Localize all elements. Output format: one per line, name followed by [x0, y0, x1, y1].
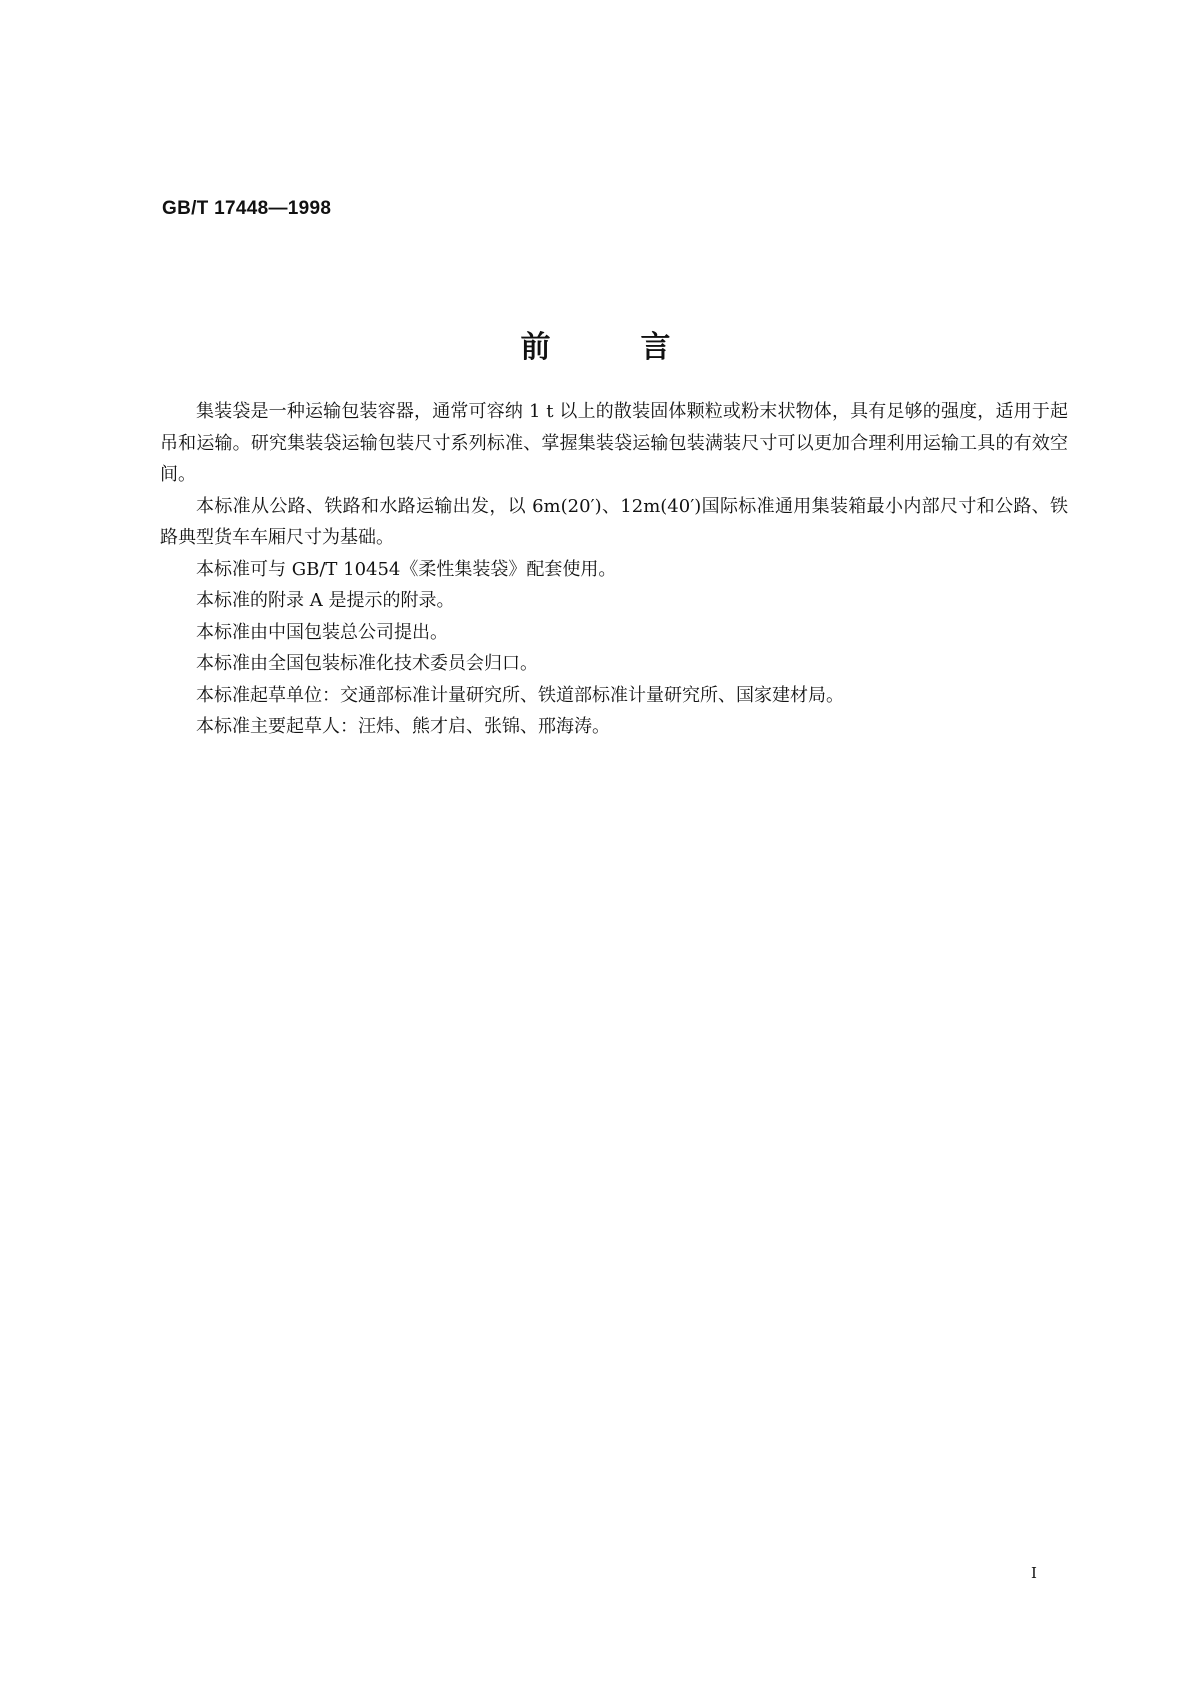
paragraph: 本标准由全国包装标准化技术委员会归口。 [196, 653, 538, 674]
paragraph: 本标准由中国包装总公司提出。 [196, 621, 448, 643]
paragraph: 本标准从公路、铁路和水路运输出发，以 6m(20′)、12m(40′)国际标准通用集装箱最小内部尺寸和公路、铁路典型货车车厢尺寸为基础。 [160, 495, 1068, 548]
paragraph: 本标准可与 GB/T 10454《柔性集装袋》配套使用。 [196, 558, 617, 580]
paragraph: 集装袋是一种运输包装容器，通常可容纳 1 t 以上的散装固体颗粒或粉末状物体，具有足够的强度，适用于起吊和运输。研究集装袋运输包装尺寸系列标准、掌握集装袋运输包装满装尺寸可以更加合理利用运输工具的有效空间。 [160, 401, 1068, 485]
paragraph: 本标准起草单位：交通部标准计量研究所、铁道部标准计量研究所、国家建材局。 [196, 684, 844, 706]
paragraph: 本标准的附录 A 是提示的附录。 [196, 590, 455, 611]
page-title: 前言 [520, 330, 761, 365]
foreword-body [160, 396, 1068, 743]
paragraph: 本标准主要起草人：汪炜、熊才启、张锦、邢海涛。 [196, 716, 610, 737]
page-number: I [1031, 1564, 1037, 1582]
standard-code: GB/T 17448—1998 [162, 198, 332, 219]
